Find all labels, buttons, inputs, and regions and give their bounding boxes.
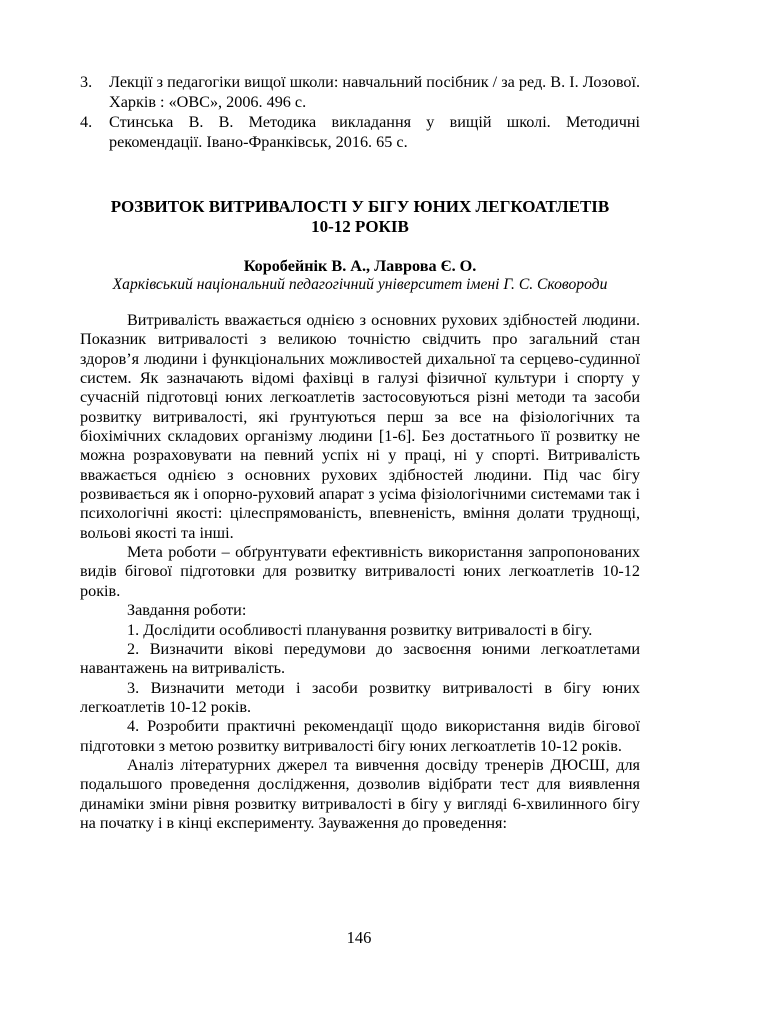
article-title-line: РОЗВИТОК ВИТРИВАЛОСТІ У БІГУ ЮНИХ ЛЕГКОАТЛЕТІВ <box>110 197 610 216</box>
body-paragraph: Мета роботи – обґрунтувати ефективність використання запропонованих видів бігової підготовки для розвитку витривалості юних легкоатлетів 10-12 років. <box>80 543 640 600</box>
body-paragraph: 4. Розробити практичні рекомендації щодо використання видів бігової підготовки з метою розвитку витривалості бігу юних легкоатлетів 10-12 років. <box>80 717 640 755</box>
reference-number: 4. <box>80 113 93 131</box>
body-paragraph: Витривалість вважається однією з основних рухових здібностей людини. Показник витривалості з великою точністю свідчить про загальний стан здоров’я людини і функціональних можливостей дихальної та серцево-судинної систем. Як зазначають відомі фахівці в галузі фізичної культури і спорту у сучасній підготовці юних легкоатлетів застосовуються різні методи та засоби розвитку витривалості, які ґрунтуються перш за все на фізіологічних та біохімічних складових організму людини [1-6]. Без достатнього її розвитку не можна розраховувати на певний успіх ні у праці, ні у спорті. Витривалість вважається однією з основних рухових здібностей людини. Під час бігу розвивається як і опорно-руховий апарат з усіма фізіологічними системами так і психологічні якості: цілеспрямованість, впевненість, вміння долати труднощі, вольові якості та інші. <box>80 311 640 542</box>
reference-list <box>80 72 640 152</box>
article-title <box>80 197 640 237</box>
body-paragraph: Завдання роботи: <box>127 601 247 620</box>
reference-item <box>80 72 640 112</box>
body-paragraph: 2. Визначити вікові передумови до засвоєння юними легкоатлетами навантажень на витривалість. <box>80 639 640 678</box>
body-paragraph: 3. Визначити методи і засоби розвитку витривалості в бігу юних легкоатлетів 10-12 років. <box>80 678 640 716</box>
article-affiliation: Харківський національний педагогічний університет імені Г. С. Сковороди <box>112 276 608 293</box>
article-title-line: 10-12 РОКІВ <box>311 217 409 236</box>
reference-item <box>80 112 640 152</box>
reference-text: Стинська В. В. Методика викладання у вищій школі. Методичні рекомендації. Івано-Франківськ, 2016. 65 с. <box>109 113 640 151</box>
reference-number: 3. <box>80 73 93 91</box>
reference-text: Лекції з педагогіки вищої школи: навчальний посібник / за ред. В. І. Лозової. Харків : «ОВС», 2006. 496 с. <box>109 73 640 111</box>
body-paragraph: 1. Дослідити особливості планування розвитку витривалості в бігу. <box>127 620 593 639</box>
body-paragraph: Аналіз літературних джерел та вивчення досвіду тренерів ДЮСШ, для подальшого проведення дослідження, дозволив відібрати тест для виявлення динаміки зміни рівня розвитку витривалості в бігу у вигляді 6-хвилинного бігу на початку і в кінці експерименту. Зауваження до проведення: <box>80 755 640 832</box>
article-authors: Коробейнік В. А., Лаврова Є. О. <box>243 257 477 275</box>
page-number: 146 <box>346 928 372 947</box>
article-body <box>80 311 640 833</box>
